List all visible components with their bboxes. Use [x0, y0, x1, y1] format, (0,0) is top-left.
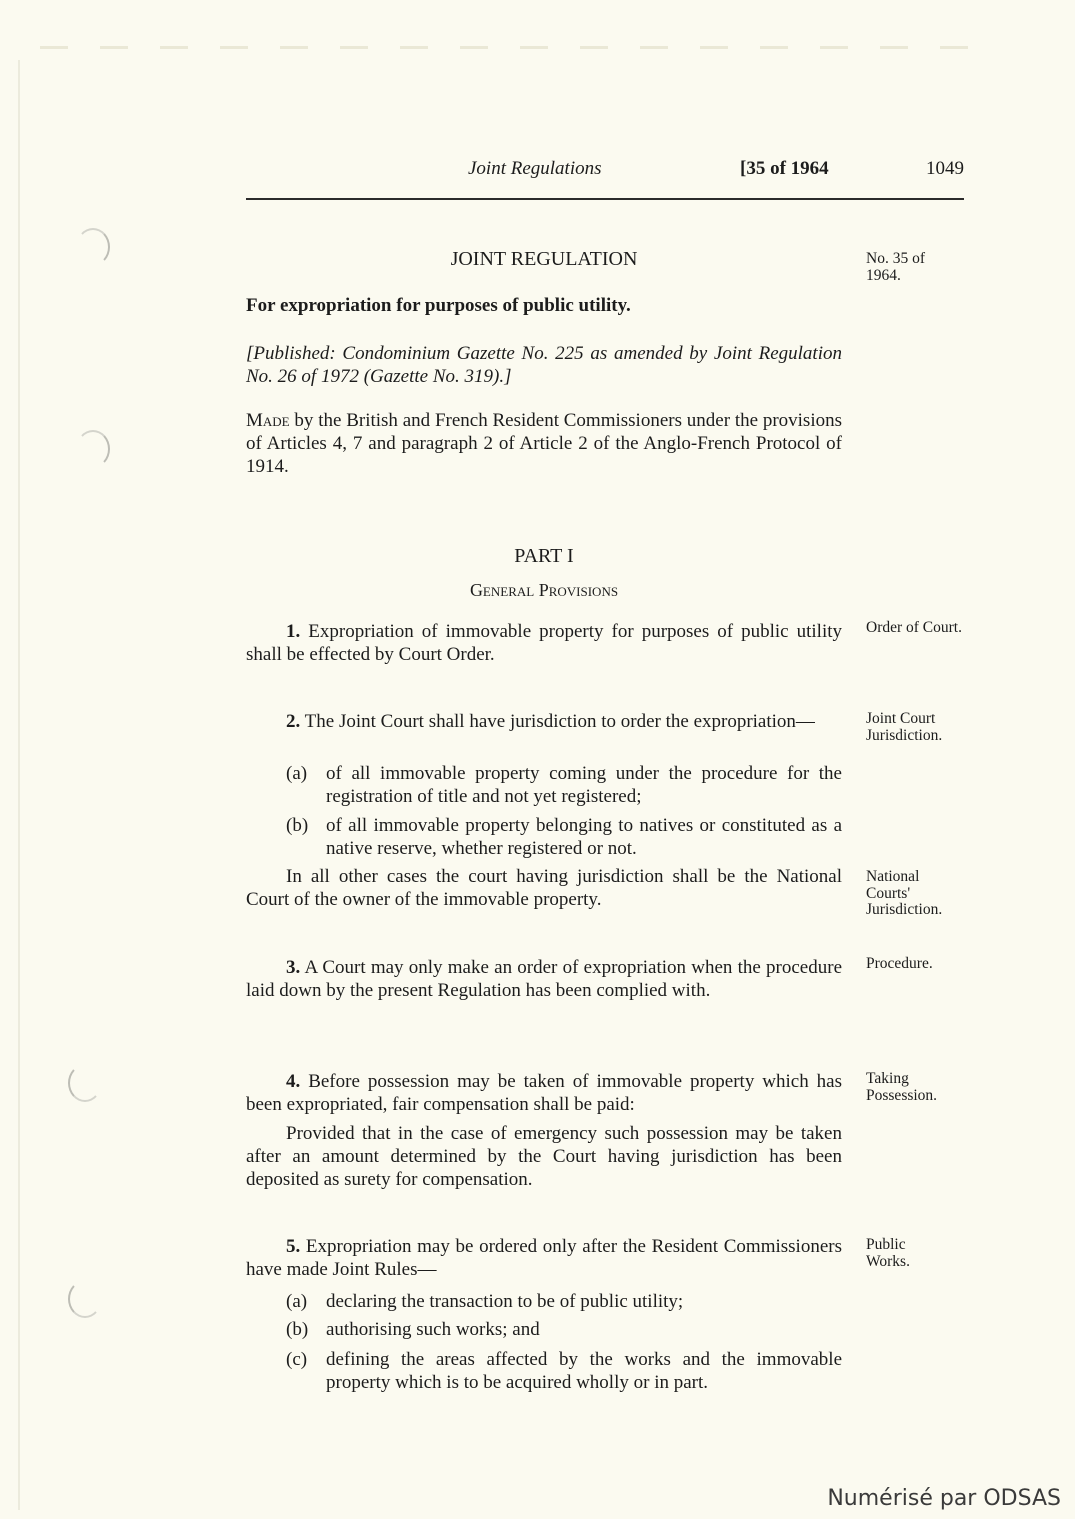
- section-2-continuation: In all other cases the court having jurisdiction shall be the National Court of the owner of the immovable property.: [246, 866, 842, 910]
- page-edge-line: [18, 60, 20, 1510]
- section-text: Before possession may be taken of immovable property which has been expropriated, fair compensation shall be paid:: [246, 1071, 842, 1115]
- regulation-subtitle: For expropriation for purposes of public utility.: [246, 295, 631, 316]
- header-title: Joint Regulations: [468, 158, 602, 179]
- enacting-text: by the British and French Resident Commissioners under the provisions of Articles 4, 7 and paragraph 2 of Article 2 of the Anglo-French Protocol of 1914.: [246, 410, 842, 477]
- regulation-heading: JOINT REGULATION: [450, 248, 638, 270]
- section-text: The Joint Court shall have jurisdiction to order the expropriation—: [304, 711, 815, 732]
- part-subtitle: General Provisions: [469, 580, 619, 600]
- section-number: 5.: [286, 1236, 301, 1257]
- section-1: [246, 620, 842, 666]
- section-4-proviso: Provided that in the case of emergency such possession may be taken after an amount determined by the Court having jurisdiction has been deposited as surety for compensation.: [246, 1123, 842, 1190]
- publication-note: [Published: Condominium Gazette No. 225 as amended by Joint Regulation No. 26 of 1972 (Gazette No. 319).]: [246, 343, 842, 387]
- item-label: (a): [286, 1291, 308, 1312]
- section-number: 4.: [286, 1071, 301, 1092]
- item-text: defining the areas affected by the works and the immovable property which is to be acquired wholly or in part.: [326, 1349, 842, 1393]
- list-item: [286, 1290, 842, 1313]
- item-text: of all immovable property coming under the procedure for the registration of title and not yet registered;: [326, 763, 842, 807]
- marginal-note: Public Works.: [866, 1236, 910, 1270]
- section-number: 2.: [286, 711, 301, 732]
- list-item: [286, 814, 842, 860]
- header-rule: [246, 198, 964, 200]
- item-label: (b): [286, 1319, 309, 1340]
- section-text: Expropriation of immovable property for purposes of public utility shall be effected by Court Order.: [246, 621, 842, 665]
- regulation-number-note: No. 35 of 1964.: [866, 250, 925, 284]
- marginal-note: Joint Court Jurisdiction.: [866, 710, 943, 744]
- list-item: [286, 1348, 842, 1394]
- section-number: 1.: [286, 621, 301, 642]
- section-4: [246, 1070, 842, 1116]
- page-number: 1049: [926, 158, 964, 179]
- section-text: A Court may only make an order of expropriation when the procedure laid down by the present Regulation has been complied with.: [246, 957, 842, 1001]
- item-text: declaring the transaction to be of public utility;: [326, 1291, 684, 1312]
- section-3: [246, 956, 842, 1002]
- item-label: (b): [286, 815, 309, 836]
- punch-hole-mark: [68, 1064, 102, 1102]
- section-number: 3.: [286, 957, 301, 978]
- punch-hole-mark: [76, 228, 110, 266]
- marginal-note: National Courts' Jurisdiction.: [866, 868, 943, 918]
- enacting-clause: [246, 409, 842, 478]
- enacting-lead-word: Made: [246, 410, 290, 431]
- list-item: [286, 762, 842, 808]
- punch-hole-mark: [76, 430, 110, 468]
- digitization-watermark: Numérisé par ODSAS: [827, 1486, 1061, 1511]
- punch-hole-mark: [68, 1280, 102, 1318]
- marginal-note: Order of Court.: [866, 619, 962, 636]
- item-text: authorising such works; and: [326, 1319, 540, 1340]
- running-header: [246, 158, 968, 186]
- item-text: of all immovable property belonging to natives or constituted as a native reserve, whether registered or not.: [326, 815, 842, 859]
- section-text: Expropriation may be ordered only after the Resident Commissioners have made Joint Rules—: [246, 1236, 842, 1280]
- header-reference: [35 of 1964: [740, 158, 829, 179]
- scan-top-smudge: [40, 46, 1000, 49]
- marginal-note: Taking Possession.: [866, 1070, 938, 1104]
- marginal-note: Procedure.: [866, 955, 933, 972]
- section-2: [246, 710, 842, 733]
- item-label: (c): [286, 1349, 308, 1370]
- item-label: (a): [286, 763, 308, 784]
- part-title: PART I: [514, 545, 574, 567]
- list-item: [286, 1318, 842, 1341]
- section-5: [246, 1235, 842, 1281]
